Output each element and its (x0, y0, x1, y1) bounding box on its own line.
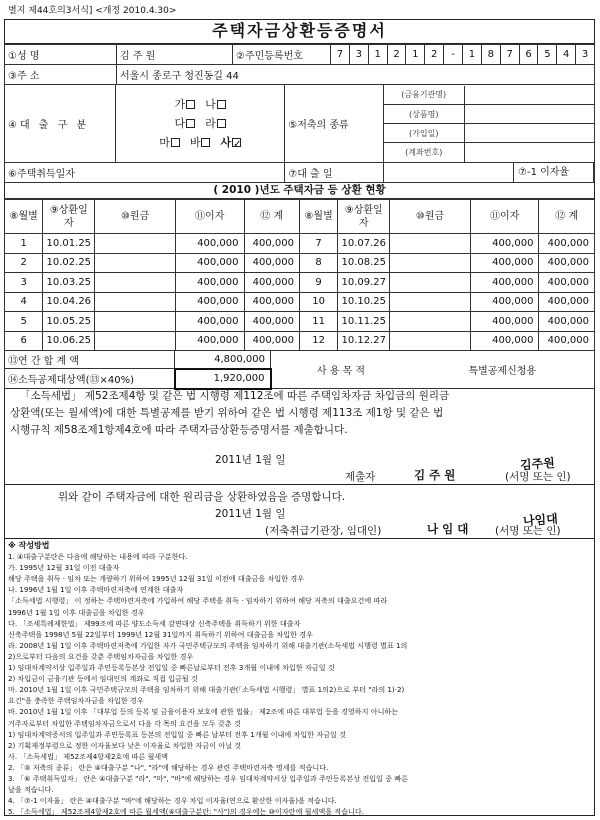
purpose-value: 특별공제신청용 (411, 351, 595, 389)
cell-total: 400,000 (539, 273, 595, 293)
cell-principal (95, 331, 176, 351)
bank-field-label: (금융기관명) (384, 86, 464, 105)
column-header: ⑩원금 (390, 200, 471, 234)
annual-total-label: ⑬연 간 합 계 액 (5, 351, 175, 369)
cell-month: 11 (299, 312, 337, 332)
loan-type-row (119, 95, 281, 114)
rrn-digit: 1 (406, 45, 425, 64)
cell-month: 6 (5, 331, 43, 351)
cell-interest: 400,000 (470, 331, 539, 351)
rrn-digit: 2 (425, 45, 444, 64)
cell-principal (95, 292, 176, 312)
address-value: 서울시 종로구 청진동길 44 (117, 65, 595, 85)
table-row (5, 234, 595, 254)
bank-field-value[interactable] (464, 105, 594, 124)
cell-date: 10.12.27 (338, 331, 390, 351)
submitter-label: 제출자 (345, 471, 376, 483)
table-row (5, 273, 595, 293)
cell-interest: 400,000 (470, 253, 539, 273)
loan-type-row (119, 114, 281, 133)
cell-date: 10.04.26 (43, 292, 95, 312)
instruction-line: 5. 「소득세법」 제52조제4항제2호에 따른 월세액(④대출구분란: "사")의 경우에는 ⑩이자란에 월세액을 적습니다. (8, 807, 364, 817)
table-row (5, 312, 595, 332)
divider (4, 538, 595, 539)
cell-interest: 400,000 (175, 234, 244, 254)
savings-label: ⑤저축의 종류 (285, 85, 384, 163)
table-row (5, 331, 595, 351)
column-header: ⑧월별 (299, 200, 337, 234)
instruction-line: 4. 「⑦-1 이자율」 란은 ④대출구분 "바"에 해당하는 경우 차입 이자율(연으로 환산한 이자율)을 적습니다. (8, 796, 337, 806)
cell-interest: 400,000 (175, 292, 244, 312)
submit-date: 2011년 1월 일 (215, 454, 286, 466)
instruction-line: 다. 「조세특례제한법」 제99조에 따른 양도소득세 감면대상 신축주택을 취득하기 위한 대출자 (8, 618, 301, 628)
column-header: ⑧월별 (5, 200, 43, 234)
cell-interest: 400,000 (175, 253, 244, 273)
instruction-line: 2)으로부터 다음의 요건을 갖춘 주택임차자금을 차입한 경우 (8, 651, 194, 661)
applicant-table (4, 44, 595, 85)
divider (4, 484, 595, 485)
cell-principal (390, 292, 471, 312)
instructions (8, 540, 592, 817)
cell-principal (390, 273, 471, 293)
cell-principal (95, 273, 176, 293)
rrn-value (331, 45, 595, 65)
confirm-date: 2011년 1월 일 (215, 508, 286, 520)
cell-month: 1 (5, 234, 43, 254)
cell-interest: 400,000 (175, 312, 244, 332)
cell-total: 400,000 (244, 292, 299, 312)
loan-type-option[interactable] (205, 98, 226, 111)
cell-interest: 400,000 (175, 273, 244, 293)
cell-date: 10.08.25 (338, 253, 390, 273)
loan-type-letter: 마 (159, 136, 170, 149)
submitter-sign-label: (서명 또는 인) (505, 471, 571, 483)
cell-month: 4 (5, 292, 43, 312)
cell-principal (95, 234, 176, 254)
name-value: 김 주 원 (117, 45, 233, 65)
page-title: 주택자금상환등증명서 (4, 19, 595, 44)
cell-principal (95, 253, 176, 273)
statement-text (10, 388, 590, 439)
rrn-digit: 6 (520, 45, 539, 64)
instruction-line: 신축주택을 1998년 5월 22일부터 1999년 12월 31일까지 취득하기 위하여 대출금을 차입한 경우 (8, 629, 313, 639)
cell-total: 400,000 (244, 331, 299, 351)
instruction-line: 마. 2010년 1월 1일 이후 국민주택규모의 주택을 임차하기 위해 대출기관(「소득세법 시행령」 별표 1의2)으로 부터 "라의 1)·2) (8, 685, 405, 695)
loan-type-label: ④대 출 구 분 (5, 85, 116, 163)
column-header: ⑨상환일자 (338, 200, 390, 234)
checkbox-icon[interactable] (186, 100, 195, 109)
loan-type-letter: 사 (220, 136, 232, 149)
submitter-signature: 김주원 (519, 455, 556, 473)
name-label: ①성 명 (5, 45, 117, 65)
loan-type-letter: 바 (189, 136, 201, 149)
cell-month: 7 (299, 234, 337, 254)
bank-field-label: (상품명) (384, 105, 464, 124)
deduction-label: ⑭소득공제대상액(⑬×40%) (5, 369, 175, 389)
instruction-line: 2) 기획재정부령으로 정한 이자율보다 낮은 이자율로 차입한 자금이 아닐 것 (8, 740, 242, 750)
instruction-line: 가. 1995년 12월 31일 이전 대출자 (8, 563, 120, 573)
rrn-digit: 3 (350, 45, 369, 64)
loan-type-option[interactable] (159, 136, 180, 149)
loan-table (4, 84, 595, 183)
loan-type-option[interactable] (175, 117, 196, 130)
loan-type-option[interactable] (190, 136, 211, 149)
rrn-digit: - (444, 45, 463, 64)
statement-line: 시행규칙 제58조제1항제4호에 따라 주택자금상환등증명서를 제출합니다. (10, 424, 348, 436)
cell-principal (95, 312, 176, 332)
loan-type-letter: 다 (174, 117, 186, 130)
issuer-label: (저축취급기관장, 임대인) (265, 525, 382, 537)
rrn-digit: 2 (388, 45, 407, 64)
cell-month: 9 (299, 273, 337, 293)
cell-month: 2 (5, 253, 43, 273)
instruction-line: 1. ④대출구분란은 다음에 해당하는 내용에 따라 구분한다. (8, 552, 188, 562)
deduction-value: 1,920,000 (175, 369, 271, 389)
bank-field-value[interactable] (464, 143, 594, 162)
rrn-digit: 5 (538, 45, 557, 64)
checkbox-icon[interactable] (201, 138, 210, 147)
acquisition-date-label: ⑥주택취득일자 (5, 163, 285, 183)
checkbox-icon[interactable] (186, 119, 195, 128)
repayment-section-title: ( 2010 )년도 주택자금 등 상환 현황 (4, 182, 595, 199)
table-row (5, 253, 595, 273)
cell-date: 10.03.25 (43, 273, 95, 293)
cell-interest: 400,000 (470, 273, 539, 293)
purpose-label: 사 용 목 적 (271, 351, 411, 389)
cell-date: 10.02.25 (43, 253, 95, 273)
instruction-line: 사. 「소득세법」 제52조제4항제2호에 따른 월세액 (8, 751, 169, 761)
submitter-name: 김 주 원 (414, 468, 456, 482)
bank-field-value[interactable] (464, 124, 594, 143)
bank-fields (384, 85, 595, 163)
column-header: ⑫ 계 (539, 200, 595, 234)
cell-date: 10.07.26 (338, 234, 390, 254)
annual-total-value: 4,800,000 (175, 351, 271, 369)
cell-date: 10.01.25 (43, 234, 95, 254)
column-header: ⑪이자 (175, 200, 244, 234)
table-row (5, 292, 595, 312)
cell-total: 400,000 (539, 312, 595, 332)
issuer-sign-label: (서명 또는 인) (495, 525, 561, 537)
repayment-table (4, 199, 595, 351)
cell-total: 400,000 (539, 234, 595, 254)
confirm-text: 위와 같이 주택자금에 대한 원리금을 상환하였음을 증명합니다. (58, 491, 346, 503)
cell-total: 400,000 (539, 253, 595, 273)
loan-date-rate (384, 163, 595, 183)
rrn-digit: 3 (581, 49, 589, 60)
cell-date: 10.09.27 (338, 273, 390, 293)
instruction-line: 1996년 1월 1일 이후 대출금을 차입한 경우 (8, 607, 145, 617)
loan-type-letter: 가 (174, 98, 186, 111)
instruction-line: 나. 1996년 1월 1일 이후 주택마련저축에 연계한 대출자 (8, 585, 184, 595)
cell-total: 400,000 (244, 273, 299, 293)
cell-month: 5 (5, 312, 43, 332)
rrn-label: ②주민등록번호 (233, 45, 331, 65)
cell-month: 12 (299, 331, 337, 351)
cell-total: 400,000 (244, 312, 299, 332)
instruction-line: 2) 차입금이 금융기관 등에서 임대인의 계좌로 직접 입금될 것 (8, 674, 198, 684)
loan-type-letter: 라 (205, 117, 216, 130)
cell-date: 10.10.25 (338, 292, 390, 312)
checkbox-icon[interactable] (217, 100, 226, 109)
issuer-name: 나 임 대 (427, 522, 469, 536)
interest-rate-label: ⑦-1 이자율 (514, 163, 594, 182)
cell-total: 400,000 (244, 253, 299, 273)
loan-type-option[interactable] (175, 98, 196, 111)
cell-date: 10.05.25 (43, 312, 95, 332)
loan-type-option[interactable] (220, 136, 241, 149)
rrn-digit: 7 (331, 45, 350, 64)
cell-month: 10 (299, 292, 337, 312)
rrn-digit: 4 (557, 45, 576, 64)
cell-interest: 400,000 (470, 234, 539, 254)
rrn-digit: 7 (501, 45, 520, 64)
cell-principal (390, 331, 471, 351)
checked-box-icon[interactable] (232, 138, 241, 147)
instruction-line: 1) 임대차계약증서의 입주일과 주민등록표 등본의 전입일 중 빠른 날부터 전후 1개월 이내에 차입한 자금일 것 (8, 729, 347, 739)
cell-interest: 400,000 (470, 292, 539, 312)
instruction-line: 거주자로부터 차입한 주택임차자금으로서 다음 각 목의 요건을 모두 갖춘 것 (8, 718, 241, 728)
loan-type-letter: 나 (205, 98, 216, 111)
bank-field-label: (가입일) (384, 124, 464, 143)
cell-total: 400,000 (539, 292, 595, 312)
loan-type-options (116, 85, 285, 163)
checkbox-icon[interactable] (171, 138, 180, 147)
instruction-line: 바. 2010년 1월 1일 이후 「대부업 등의 등록 및 금융이용자 보호에 관한 법률」 제2조에 따른 대부업 등을 경영하지 아니하는 (8, 707, 399, 717)
instruction-line: 1) 임대차계약서상 입주일과 주민등록등본상 전입일 중 빠른날로부터 전후 3개월 이내에 차입한 자금일 것 (8, 663, 335, 673)
cell-principal (390, 234, 471, 254)
cell-month: 3 (5, 273, 43, 293)
cell-date: 10.11.25 (338, 312, 390, 332)
statement-line: 「소득세법」 제52조제4항 및 같은 법 시행령 제112조에 따른 주택임차자금 차입금의 원리금 (20, 390, 450, 402)
instruction-line: 「소득세법 시행령」 이 정하는 주택마련저축에 가입하여 해당 주택을 취득 · 임차하기 위하여 해당 저축의 대출요건에 따라 (8, 596, 388, 606)
instructions-heading: ※ 작성방법 (8, 541, 50, 550)
instruction-line: 해당 주택을 취득 · 임차 또는 개량하기 위하여 1995년 12월 31일 이전에 대출금을 차입한 경우 (8, 574, 305, 584)
bank-field-value[interactable] (464, 86, 594, 105)
form-number: 별지 제44호의3서식] <개정 2010.4.30> (8, 6, 177, 16)
cell-month: 8 (299, 253, 337, 273)
instruction-line: 2. 「⑤ 저축의 종류」 란은 ④대출구분 "나", "라"에 해당하는 경우 관련 주택마련저축 명세를 적습니다. (8, 762, 329, 772)
cell-principal (390, 253, 471, 273)
rrn-digit: 8 (482, 45, 501, 64)
loan-date-label: ⑦대 출 일 (285, 163, 384, 183)
loan-type-row (119, 133, 281, 152)
instruction-line: 날을 적습니다. (8, 785, 54, 795)
loan-type-option[interactable] (205, 117, 226, 130)
column-header: ⑨상환일자 (43, 200, 95, 234)
address-label: ③주 소 (5, 65, 117, 85)
column-header: ⑩원금 (95, 200, 176, 234)
cell-total: 400,000 (539, 331, 595, 351)
cell-interest: 400,000 (470, 312, 539, 332)
bank-field-label: (계좌번호) (384, 143, 464, 162)
cell-interest: 400,000 (175, 331, 244, 351)
cell-date: 10.06.25 (43, 331, 95, 351)
totals-table (4, 350, 595, 390)
instruction-line: 3. 「⑥ 주택취득일자」 란은 ④대출구분 "라", "마", "바"에 해당하는 경우 임대차계약서상 입주일과 주민등록본상 전입일 중 빠른 (8, 773, 408, 783)
instruction-line: 라. 2008년 1월 1일 이후 주택마련저축에 가입한 자가 국민주택규모의 주택을 임차하기 위해 대출기관(소득세법 시행령 별표 1의 (8, 640, 408, 650)
cell-principal (390, 312, 471, 332)
issuer-signature: 나임대 (522, 511, 559, 529)
column-header: ⑫ 계 (244, 200, 299, 234)
statement-line: 상환액(또는 월세액)에 대한 특별공제를 받기 위하여 같은 법 시행령 제113조 제1항 및 같은 법 (10, 407, 444, 419)
rrn-digit: 1 (463, 45, 482, 64)
rrn-digit: 1 (369, 45, 388, 64)
instruction-line: 요건"을 충족한 주택임차자금을 차입한 경우 (8, 696, 144, 706)
checkbox-icon[interactable] (217, 119, 226, 128)
cell-total: 400,000 (244, 234, 299, 254)
column-header: ⑪이자 (470, 200, 539, 234)
